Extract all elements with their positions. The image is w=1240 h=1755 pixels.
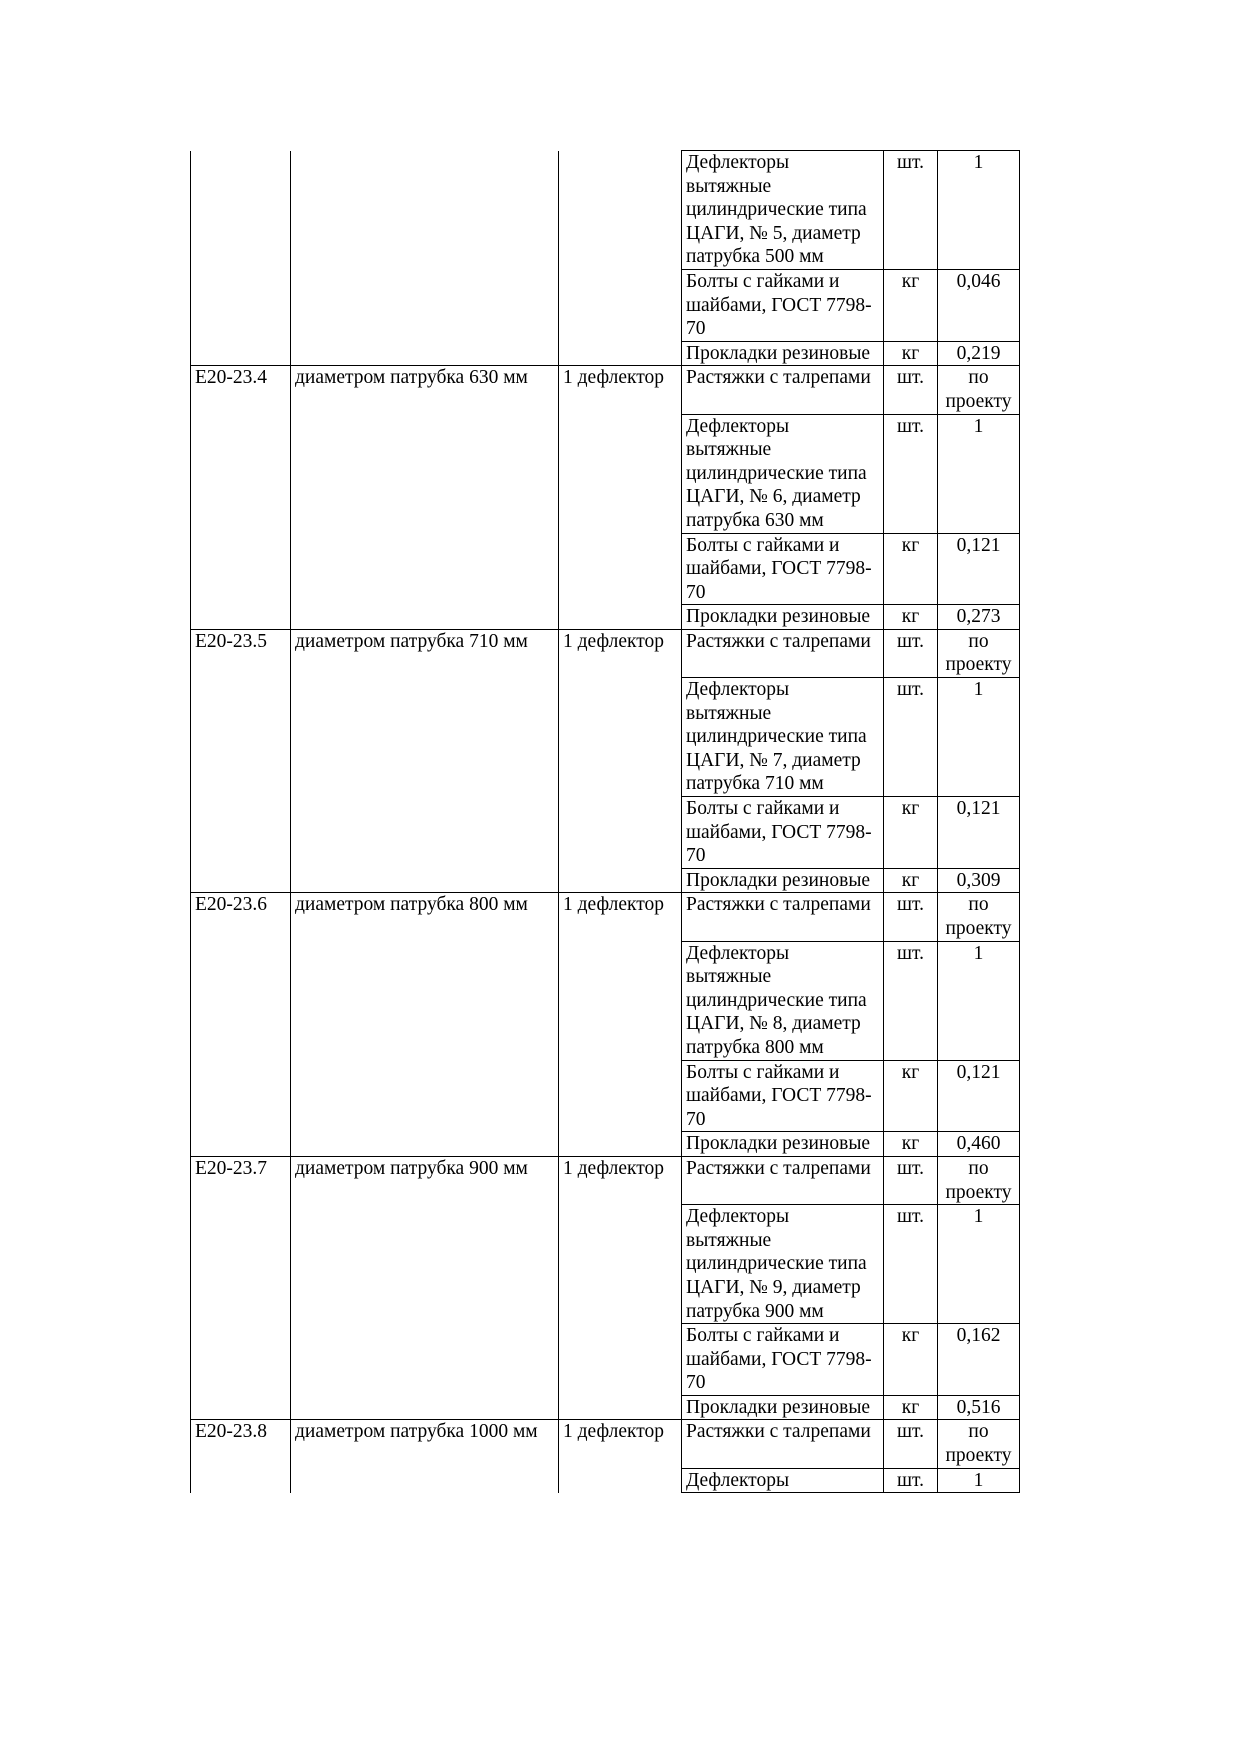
measure-unit-cell	[559, 1324, 682, 1396]
norm-code-cell: Е20-23.7	[191, 1156, 291, 1204]
norm-code-cell	[191, 269, 291, 341]
table-row	[191, 151, 1020, 270]
work-name-cell: диаметром патрубка 800 мм	[291, 893, 559, 941]
resource-unit-cell: кг	[884, 533, 938, 605]
table-row	[191, 533, 1020, 605]
table-row	[191, 893, 1020, 941]
norm-code-cell	[191, 1060, 291, 1132]
resource-qty-cell: 1	[938, 151, 1020, 270]
table-row	[191, 941, 1020, 1060]
table-row	[191, 678, 1020, 797]
resource-unit-cell: кг	[884, 868, 938, 893]
norm-code-cell: Е20-23.5	[191, 629, 291, 677]
resource-qty-cell: по проекту	[938, 629, 1020, 677]
measure-unit-cell	[559, 868, 682, 893]
work-name-cell	[291, 1468, 559, 1493]
measure-unit-cell	[559, 605, 682, 630]
resource-name-cell: Прокладки резиновые	[682, 605, 884, 630]
resource-qty-cell: 0,219	[938, 341, 1020, 366]
measure-unit-cell	[559, 1205, 682, 1324]
measure-unit-cell	[559, 1132, 682, 1157]
table-row	[191, 1205, 1020, 1324]
resource-unit-cell: кг	[884, 797, 938, 869]
table-row	[191, 1156, 1020, 1204]
resource-qty-cell: по проекту	[938, 893, 1020, 941]
resource-qty-cell: 0,121	[938, 1060, 1020, 1132]
measure-unit-cell	[559, 533, 682, 605]
norm-code-cell	[191, 1205, 291, 1324]
norm-code-cell	[191, 868, 291, 893]
work-name-cell	[291, 1324, 559, 1396]
table-row	[191, 1324, 1020, 1396]
resource-name-cell: Дефлекторы	[682, 1468, 884, 1493]
resource-qty-cell: 0,162	[938, 1324, 1020, 1396]
resource-name-cell: Дефлекторы вытяжные цилиндрические типа ЦАГИ, № 7, диаметр патрубка 710 мм	[682, 678, 884, 797]
work-name-cell	[291, 414, 559, 533]
work-name-cell	[291, 269, 559, 341]
resource-table-body	[191, 151, 1020, 1493]
table-row	[191, 414, 1020, 533]
resource-unit-cell: кг	[884, 1060, 938, 1132]
table-row	[191, 797, 1020, 869]
resource-unit-cell: шт.	[884, 629, 938, 677]
resource-qty-cell: 1	[938, 941, 1020, 1060]
measure-unit-cell	[559, 678, 682, 797]
resource-name-cell: Растяжки с талрепами	[682, 893, 884, 941]
norm-code-cell	[191, 533, 291, 605]
resource-name-cell: Растяжки с талрепами	[682, 366, 884, 414]
measure-unit-cell: 1 дефлектор	[559, 366, 682, 414]
work-name-cell	[291, 941, 559, 1060]
resource-name-cell: Болты с гайками и шайбами, ГОСТ 7798-70	[682, 797, 884, 869]
resource-name-cell: Прокладки резиновые	[682, 1395, 884, 1420]
work-name-cell: диаметром патрубка 900 мм	[291, 1156, 559, 1204]
resource-unit-cell: шт.	[884, 151, 938, 270]
resource-unit-cell: кг	[884, 341, 938, 366]
resource-name-cell: Дефлекторы вытяжные цилиндрические типа ЦАГИ, № 6, диаметр патрубка 630 мм	[682, 414, 884, 533]
measure-unit-cell: 1 дефлектор	[559, 1420, 682, 1468]
resource-qty-cell: по проекту	[938, 1156, 1020, 1204]
measure-unit-cell	[559, 269, 682, 341]
resource-qty-cell: 1	[938, 414, 1020, 533]
measure-unit-cell	[559, 414, 682, 533]
resource-unit-cell: кг	[884, 1132, 938, 1157]
work-name-cell	[291, 1205, 559, 1324]
resource-qty-cell: 0,121	[938, 533, 1020, 605]
norm-code-cell	[191, 1468, 291, 1493]
work-name-cell: диаметром патрубка 710 мм	[291, 629, 559, 677]
table-row	[191, 1420, 1020, 1468]
resource-name-cell: Растяжки с талрепами	[682, 1420, 884, 1468]
norm-code-cell	[191, 341, 291, 366]
resource-unit-cell: шт.	[884, 941, 938, 1060]
table-row	[191, 269, 1020, 341]
resource-qty-cell: 1	[938, 678, 1020, 797]
table-row	[191, 366, 1020, 414]
resource-name-cell: Дефлекторы вытяжные цилиндрические типа ЦАГИ, № 9, диаметр патрубка 900 мм	[682, 1205, 884, 1324]
resource-unit-cell: шт.	[884, 678, 938, 797]
resource-qty-cell: 0,273	[938, 605, 1020, 630]
resource-name-cell: Болты с гайками и шайбами, ГОСТ 7798-70	[682, 1324, 884, 1396]
norm-code-cell	[191, 151, 291, 270]
measure-unit-cell	[559, 151, 682, 270]
resource-name-cell: Болты с гайками и шайбами, ГОСТ 7798-70	[682, 533, 884, 605]
resource-qty-cell: 1	[938, 1468, 1020, 1493]
norm-code-cell: Е20-23.6	[191, 893, 291, 941]
resource-unit-cell: кг	[884, 605, 938, 630]
work-name-cell	[291, 1132, 559, 1157]
norm-code-cell	[191, 1324, 291, 1396]
resource-unit-cell: шт.	[884, 414, 938, 533]
resource-qty-cell: 0,309	[938, 868, 1020, 893]
work-name-cell	[291, 1060, 559, 1132]
table-row	[191, 341, 1020, 366]
measure-unit-cell	[559, 1060, 682, 1132]
work-name-cell	[291, 797, 559, 869]
table-row	[191, 605, 1020, 630]
measure-unit-cell	[559, 797, 682, 869]
work-name-cell	[291, 605, 559, 630]
resource-name-cell: Дефлекторы вытяжные цилиндрические типа ЦАГИ, № 8, диаметр патрубка 800 мм	[682, 941, 884, 1060]
table-row	[191, 1468, 1020, 1493]
resource-name-cell: Растяжки с талрепами	[682, 1156, 884, 1204]
norm-code-cell	[191, 1395, 291, 1420]
table-row	[191, 868, 1020, 893]
measure-unit-cell: 1 дефлектор	[559, 1156, 682, 1204]
measure-unit-cell	[559, 941, 682, 1060]
resource-name-cell: Болты с гайками и шайбами, ГОСТ 7798-70	[682, 1060, 884, 1132]
resource-name-cell: Болты с гайками и шайбами, ГОСТ 7798-70	[682, 269, 884, 341]
resource-qty-cell: 0,516	[938, 1395, 1020, 1420]
norm-code-cell	[191, 414, 291, 533]
norm-code-cell: Е20-23.8	[191, 1420, 291, 1468]
work-name-cell	[291, 868, 559, 893]
norm-code-cell	[191, 941, 291, 1060]
resource-unit-cell: шт.	[884, 893, 938, 941]
work-name-cell	[291, 533, 559, 605]
norm-code-cell	[191, 797, 291, 869]
norm-code-cell: Е20-23.4	[191, 366, 291, 414]
resource-name-cell: Растяжки с талрепами	[682, 629, 884, 677]
resource-unit-cell: шт.	[884, 1156, 938, 1204]
table-row	[191, 629, 1020, 677]
resource-unit-cell: кг	[884, 1395, 938, 1420]
resource-table	[190, 150, 1020, 1493]
resource-qty-cell: 0,046	[938, 269, 1020, 341]
resource-name-cell: Дефлекторы вытяжные цилиндрические типа ЦАГИ, № 5, диаметр патрубка 500 мм	[682, 151, 884, 270]
table-row	[191, 1060, 1020, 1132]
norm-code-cell	[191, 678, 291, 797]
work-name-cell	[291, 1395, 559, 1420]
work-name-cell: диаметром патрубка 630 мм	[291, 366, 559, 414]
resource-qty-cell: 1	[938, 1205, 1020, 1324]
norm-code-cell	[191, 1132, 291, 1157]
measure-unit-cell	[559, 1395, 682, 1420]
resource-name-cell: Прокладки резиновые	[682, 1132, 884, 1157]
resource-qty-cell: 0,121	[938, 797, 1020, 869]
resource-qty-cell: по проекту	[938, 366, 1020, 414]
table-row	[191, 1132, 1020, 1157]
work-name-cell	[291, 678, 559, 797]
resource-qty-cell: по проекту	[938, 1420, 1020, 1468]
resource-name-cell: Прокладки резиновые	[682, 868, 884, 893]
measure-unit-cell	[559, 341, 682, 366]
work-name-cell	[291, 341, 559, 366]
resource-unit-cell: шт.	[884, 1420, 938, 1468]
resource-name-cell: Прокладки резиновые	[682, 341, 884, 366]
resource-unit-cell: кг	[884, 269, 938, 341]
resource-unit-cell: шт.	[884, 1468, 938, 1493]
work-name-cell: диаметром патрубка 1000 мм	[291, 1420, 559, 1468]
norm-code-cell	[191, 605, 291, 630]
table-row	[191, 1395, 1020, 1420]
measure-unit-cell: 1 дефлектор	[559, 629, 682, 677]
work-name-cell	[291, 151, 559, 270]
resource-unit-cell: шт.	[884, 366, 938, 414]
resource-qty-cell: 0,460	[938, 1132, 1020, 1157]
measure-unit-cell: 1 дефлектор	[559, 893, 682, 941]
measure-unit-cell	[559, 1468, 682, 1493]
resource-unit-cell: шт.	[884, 1205, 938, 1324]
resource-unit-cell: кг	[884, 1324, 938, 1396]
